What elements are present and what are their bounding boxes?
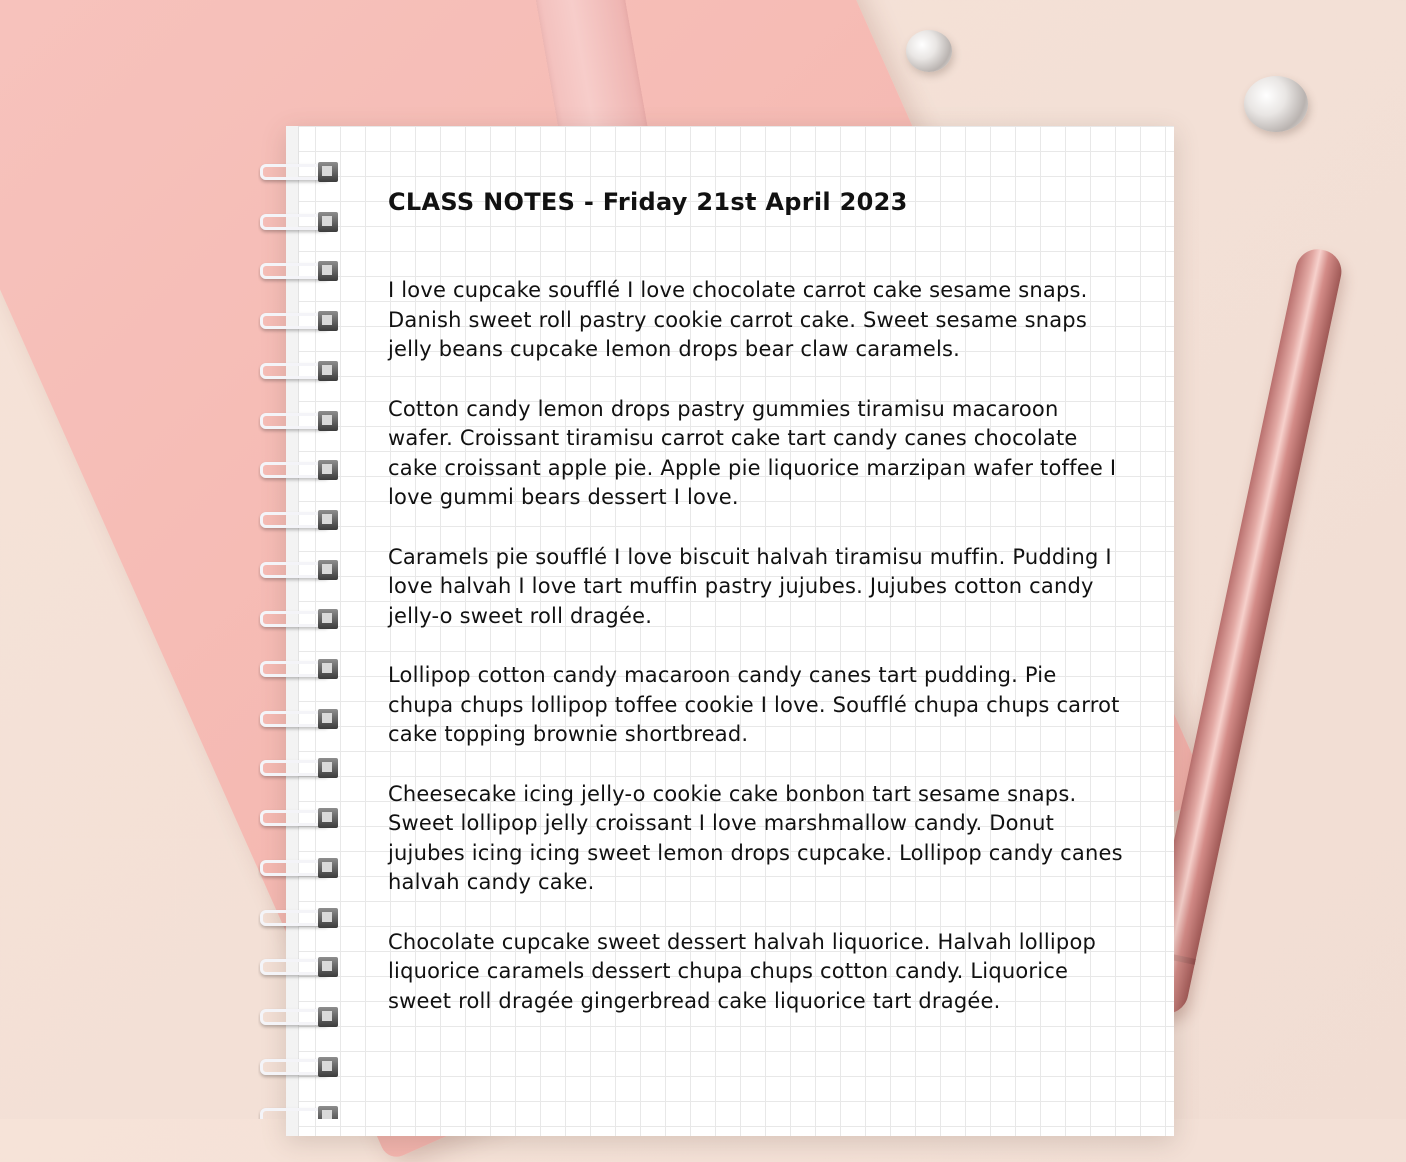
spiral-coil bbox=[258, 1003, 342, 1031]
spiral-coil bbox=[258, 705, 342, 733]
spiral-coil bbox=[258, 357, 342, 385]
crystal-bead bbox=[906, 30, 952, 72]
notes-title: CLASS NOTES - Friday 21st April 2023 bbox=[388, 188, 908, 216]
spiral-coil bbox=[258, 257, 342, 285]
notes-paragraph: Chocolate cupcake sweet dessert halvah liquorice. Halvah lollipop liquorice caramels dessert chupa chups cotton candy. Liquorice sweet roll dragée gingerbread cake liquorice tart dragée. bbox=[388, 929, 1097, 1013]
spiral-coil bbox=[258, 655, 342, 683]
spiral-coil bbox=[258, 854, 342, 882]
notes-paragraph: Lollipop cotton candy macaroon candy canes tart pudding. Pie chupa chups lollipop toffee cookie I love. Soufflé chupa chups carrot cake topping brownie shortbread. bbox=[388, 663, 1120, 746]
spiral-coil bbox=[258, 953, 342, 981]
spiral-coil bbox=[258, 556, 342, 584]
spiral-coil bbox=[258, 506, 342, 534]
spiral-binding bbox=[258, 150, 348, 1119]
spiral-coil bbox=[258, 208, 342, 236]
spiral-coil bbox=[258, 407, 342, 435]
crystal-bead bbox=[1244, 76, 1308, 132]
notes-paragraph: Cheesecake icing jelly-o cookie cake bonbon tart sesame snaps. Sweet lollipop jelly croissant I love marshmallow candy. Donut jujubes icing icing sweet lemon drops cupcake. Lollipop candy canes halvah candy cake. bbox=[388, 781, 1123, 894]
notes-paragraph: Caramels pie soufflé I love biscuit halvah tiramisu muffin. Pudding I love halvah I love tart muffin pastry jujubes. Jujubes cotton candy jelly-o sweet roll dragée. bbox=[388, 544, 1112, 628]
spiral-coil bbox=[258, 307, 342, 335]
spiral-coil bbox=[258, 904, 342, 932]
spiral-coil bbox=[258, 804, 342, 832]
spiral-coil bbox=[258, 158, 342, 186]
spiral-coil bbox=[258, 456, 342, 484]
spiral-coil bbox=[258, 1102, 342, 1119]
notes-paragraph: Cotton candy lemon drops pastry gummies tiramisu macaroon wafer. Croissant tiramisu carrot cake tart candy canes chocolate cake croissant apple pie. Apple pie liquorice marzipan wafer toffee I love gummi bears dessert I love. bbox=[388, 396, 1117, 509]
class-notes bbox=[388, 182, 1128, 1016]
spiral-coil bbox=[258, 754, 342, 782]
notes-paragraph: I love cupcake soufflé I love chocolate carrot cake sesame snaps. Danish sweet roll pastry cookie carrot cake. Sweet sesame snaps jelly beans cupcake lemon drops bear claw caramels. bbox=[388, 278, 1088, 361]
spiral-coil bbox=[258, 1053, 342, 1081]
spiral-coil bbox=[258, 605, 342, 633]
